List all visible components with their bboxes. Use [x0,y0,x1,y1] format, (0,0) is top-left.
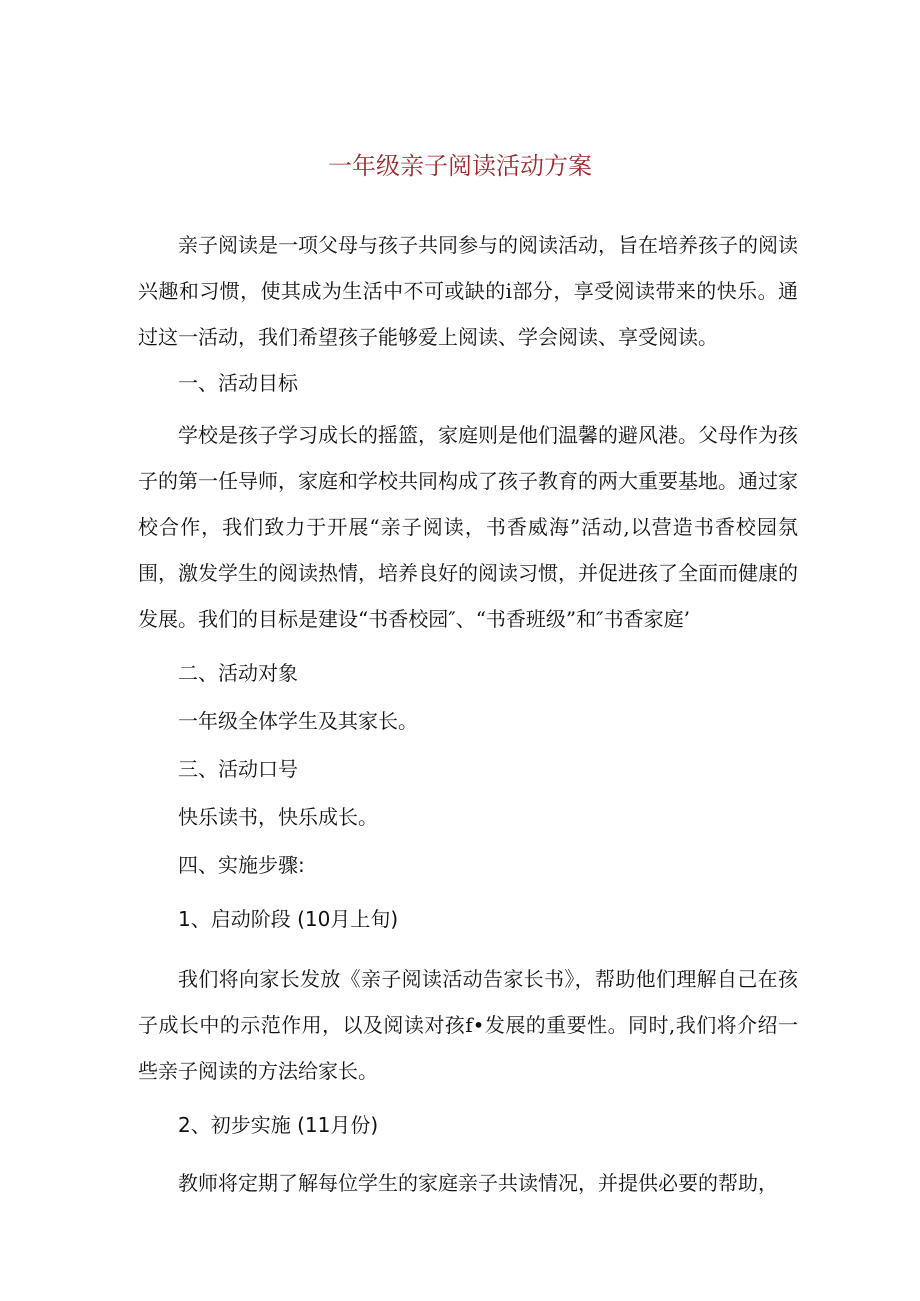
slogan-text: 快乐读书，快乐成长。 [178,805,378,829]
audience-text: 一年级全体学生及其家长。 [178,709,418,733]
section-heading-slogan: 三、活动口号 [178,757,298,781]
step2-paragraph: 教师将定期了解每位学生的家庭亲子共读情况，并提供必要的帮助， [178,1171,778,1195]
step1-paragraph: 我们将向家长发放《亲子阅读活动告家长书》，帮助他们理解自己在孩子成长中的示范作用，以及阅读对孩f•发展的重要性。同时,我们将介绍一些亲子阅读的方法给家长。 [138,967,798,1083]
section-heading-goals: 一、活动目标 [178,371,298,395]
step1-heading: 1、启动阶段 (10月上旬) [178,907,399,931]
section-heading-audience: 二、活动对象 [178,661,298,685]
intro-paragraph: 亲子阅读是一项父母与孩子共同参与的阅读活动，旨在培养孩子的阅读兴趣和习惯，使其成为生活中不可或缺的i部分，享受阅读带来的快乐。通过这一活动，我们希望孩子能够爱上阅读、学会阅读、享受阅读。 [138,233,798,349]
goals-paragraph: 学校是孩子学习成长的摇篮，家庭则是他们温馨的避风港。父母作为孩子的第一任导师，家庭和学校共同构成了孩子教育的两大重要基地。通过家校合作，我们致力于开展“亲子阅读，书香威海”活动,以营造书香校园氛围，激发学生的阅读热情，培养良好的阅读习惯，并促进孩了全面而健康的发展。我们的目标是建设“书香校园″、“书香班级”和″书香家庭’ [138,423,798,631]
document-title: 一年级亲子阅读活动方案 [328,152,592,180]
step2-heading: 2、初步实施 (11月份) [178,1113,379,1137]
section-heading-steps: 四、实施步骤: [178,853,305,877]
